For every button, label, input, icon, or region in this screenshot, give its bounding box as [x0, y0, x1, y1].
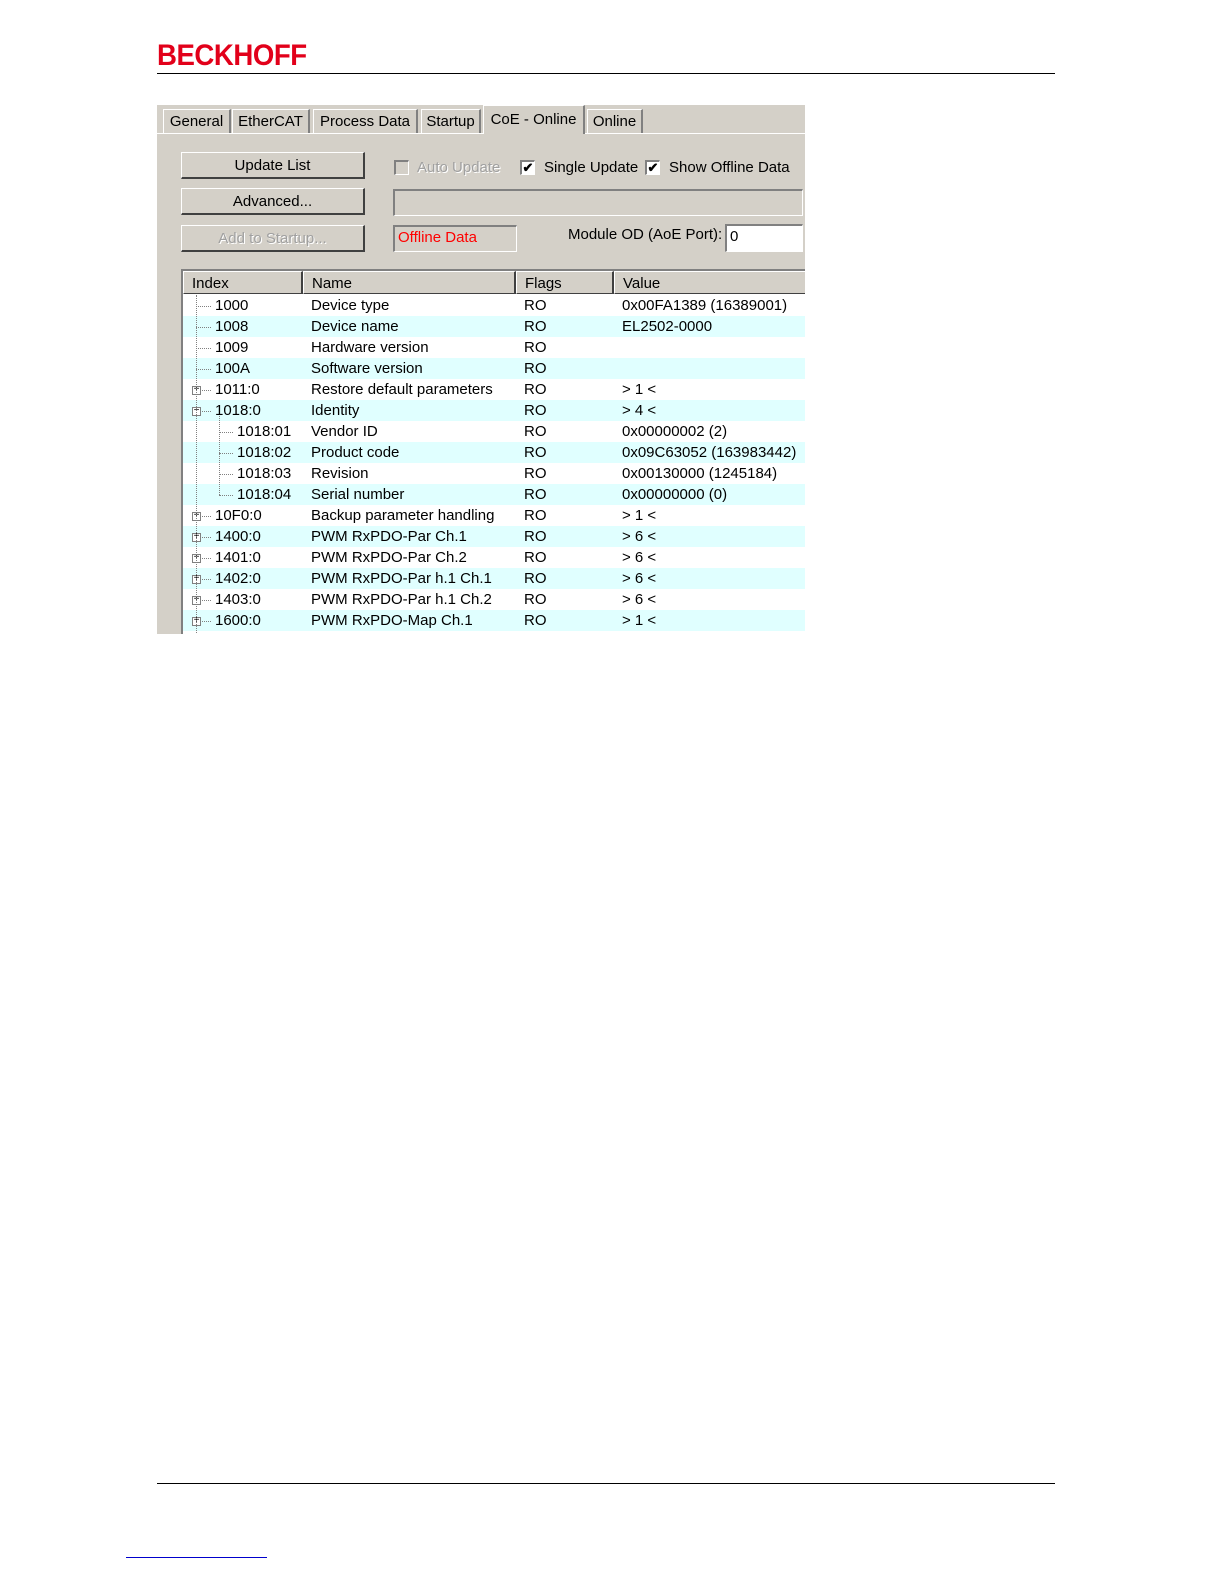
cell-flags: RO	[524, 507, 547, 524]
footer-link-underline	[126, 1557, 267, 1558]
expand-plus-icon[interactable]: +	[193, 510, 200, 521]
table-row[interactable]	[183, 379, 805, 400]
cell-flags: RO	[524, 465, 547, 482]
table-row[interactable]	[183, 337, 805, 358]
table-row[interactable]	[183, 316, 805, 337]
cell-index: 1000	[215, 297, 249, 314]
cell-name: PWM RxPDO-Par Ch.2	[311, 549, 467, 566]
coe-online-dialog	[157, 105, 805, 634]
cell-index: 1011:0	[215, 381, 260, 398]
cell-flags: RO	[524, 423, 547, 440]
tree-connector	[219, 474, 233, 475]
table-row[interactable]	[183, 568, 805, 589]
auto-update-label: Auto Update	[417, 159, 501, 176]
cell-flags: RO	[524, 402, 547, 419]
cell-value: > 4 <	[622, 402, 657, 419]
cell-name: Identity	[311, 402, 360, 419]
cell-name: Device type	[311, 297, 390, 314]
cell-value: > 6 <	[622, 528, 657, 545]
single-update-label: Single Update	[544, 159, 639, 176]
cell-value: > 1 <	[622, 612, 657, 629]
tree-branch-line	[219, 416, 220, 495]
cell-name: PWM RxPDO-Par h.1 Ch.2	[311, 591, 492, 608]
cell-name: PWM RxPDO-Par Ch.1	[311, 528, 467, 545]
show-offline-data-label: Show Offline Data	[669, 159, 790, 176]
tree-trunk-line	[196, 295, 197, 634]
cell-index: 1018:04	[237, 486, 292, 503]
tab-coe-online[interactable]: CoE - Online	[483, 105, 585, 134]
expand-plus-icon[interactable]: +	[193, 594, 200, 605]
cell-index: 1400:0	[215, 528, 261, 545]
expand-plus-icon[interactable]: +	[193, 552, 200, 563]
expand-plus-icon[interactable]: +	[193, 384, 200, 395]
tab-process-data[interactable]: Process Data	[313, 109, 418, 133]
footer-rule	[157, 1483, 1055, 1484]
tree-connector	[219, 432, 233, 433]
table-row[interactable]	[183, 442, 805, 463]
tree-connector	[196, 327, 211, 328]
cell-index: 1403:0	[215, 591, 261, 608]
offline-data-indicator: Offline Data	[393, 225, 517, 252]
cell-name: Vendor ID	[311, 423, 378, 440]
expand-plus-icon[interactable]: +	[193, 531, 200, 542]
cell-flags: RO	[524, 360, 547, 377]
table-row[interactable]	[183, 463, 805, 484]
cell-flags: RO	[524, 486, 547, 503]
cell-flags: RO	[524, 528, 547, 545]
cell-name: Product code	[311, 444, 400, 461]
show-offline-data-checkbox[interactable]: ✔	[645, 160, 660, 175]
cell-value: 0x00000000 (0)	[622, 486, 728, 503]
cell-index: 1018:03	[237, 465, 292, 482]
table-row[interactable]	[183, 526, 805, 547]
cell-value: > 6 <	[622, 591, 657, 608]
cell-value: > 1 <	[622, 507, 657, 524]
cell-index: 1018:01	[237, 423, 292, 440]
column-header-index[interactable]: Index	[183, 271, 303, 294]
object-dictionary-list[interactable]	[181, 269, 805, 634]
table-row[interactable]	[183, 505, 805, 526]
cell-name: Revision	[311, 465, 369, 482]
tree-connector	[219, 453, 233, 454]
cell-flags: RO	[524, 381, 547, 398]
column-header-name[interactable]: Name	[303, 271, 516, 294]
cell-index: 1008	[215, 318, 249, 335]
cell-value: > 1 <	[622, 381, 657, 398]
column-header-value[interactable]: Value	[614, 271, 805, 294]
cell-name: PWM RxPDO-Par h.1 Ch.1	[311, 570, 492, 587]
list-header	[183, 271, 805, 294]
tab-ethercat[interactable]: EtherCAT	[232, 109, 310, 133]
cell-index: 1018:02	[237, 444, 292, 461]
cell-name: Hardware version	[311, 339, 429, 356]
module-od-input[interactable]: 0	[725, 224, 803, 252]
beckhoff-logo: BECKHOFF	[157, 39, 307, 72]
table-row[interactable]	[183, 421, 805, 442]
cell-name: Backup parameter handling	[311, 507, 495, 524]
cell-flags: RO	[524, 297, 547, 314]
single-update-checkbox[interactable]: ✔	[520, 160, 535, 175]
tab-startup[interactable]: Startup	[421, 109, 481, 133]
module-od-label: Module OD (AoE Port):	[568, 226, 723, 243]
table-row[interactable]	[183, 610, 805, 631]
cell-value: 0x00130000 (1245184)	[622, 465, 778, 482]
cell-flags: RO	[524, 612, 547, 629]
cell-index: 1018:0	[215, 402, 261, 419]
expand-plus-icon[interactable]: +	[193, 615, 200, 626]
expand-plus-icon[interactable]: +	[193, 573, 200, 584]
tab-strip	[157, 105, 805, 134]
cell-name: Restore default parameters	[311, 381, 493, 398]
tree-connector	[196, 306, 211, 307]
cell-index: 100A	[215, 360, 251, 377]
collapse-minus-icon[interactable]: −	[193, 405, 200, 416]
cell-flags: RO	[524, 549, 547, 566]
cell-flags: RO	[524, 570, 547, 587]
tree-connector	[196, 369, 211, 370]
cell-value: > 6 <	[622, 549, 657, 566]
cell-flags: RO	[524, 591, 547, 608]
auto-update-checkbox[interactable]	[394, 160, 409, 175]
cell-value: > 6 <	[622, 570, 657, 587]
cell-value: EL2502-0000	[622, 318, 713, 335]
column-header-flags[interactable]: Flags	[516, 271, 614, 294]
cell-name: Serial number	[311, 486, 405, 503]
tab-general[interactable]: General	[163, 109, 231, 133]
advanced-button[interactable]: Advanced...	[181, 188, 365, 215]
cell-flags: RO	[524, 339, 547, 356]
table-row[interactable]	[183, 484, 805, 505]
cell-value: 0x09C63052 (163983442)	[622, 444, 797, 461]
tab-online[interactable]: Online	[587, 109, 643, 133]
table-row[interactable]	[183, 400, 805, 421]
cell-flags: RO	[524, 318, 547, 335]
cell-value: 0x00FA1389 (16389001)	[622, 297, 788, 314]
table-row[interactable]	[183, 589, 805, 610]
cell-value: 0x00000002 (2)	[622, 423, 728, 440]
cell-index: 1600:0	[215, 612, 261, 629]
cell-name: Device name	[311, 318, 399, 335]
progress-field	[393, 189, 803, 216]
header-rule	[157, 73, 1055, 74]
cell-index: 1401:0	[215, 549, 261, 566]
cell-index: 10F0:0	[215, 507, 262, 524]
update-list-button[interactable]: Update List	[181, 152, 365, 179]
cell-flags: RO	[524, 444, 547, 461]
cell-index: 1009	[215, 339, 249, 356]
cell-name: Software version	[311, 360, 423, 377]
table-row[interactable]	[183, 295, 805, 316]
tab-divider	[157, 133, 805, 134]
add-to-startup-button[interactable]: Add to Startup...	[181, 225, 365, 252]
table-row[interactable]	[183, 547, 805, 568]
cell-index: 1402:0	[215, 570, 261, 587]
tree-connector	[196, 348, 211, 349]
cell-name: PWM RxPDO-Map Ch.1	[311, 612, 473, 629]
tree-connector	[219, 495, 233, 496]
table-row[interactable]	[183, 358, 805, 379]
